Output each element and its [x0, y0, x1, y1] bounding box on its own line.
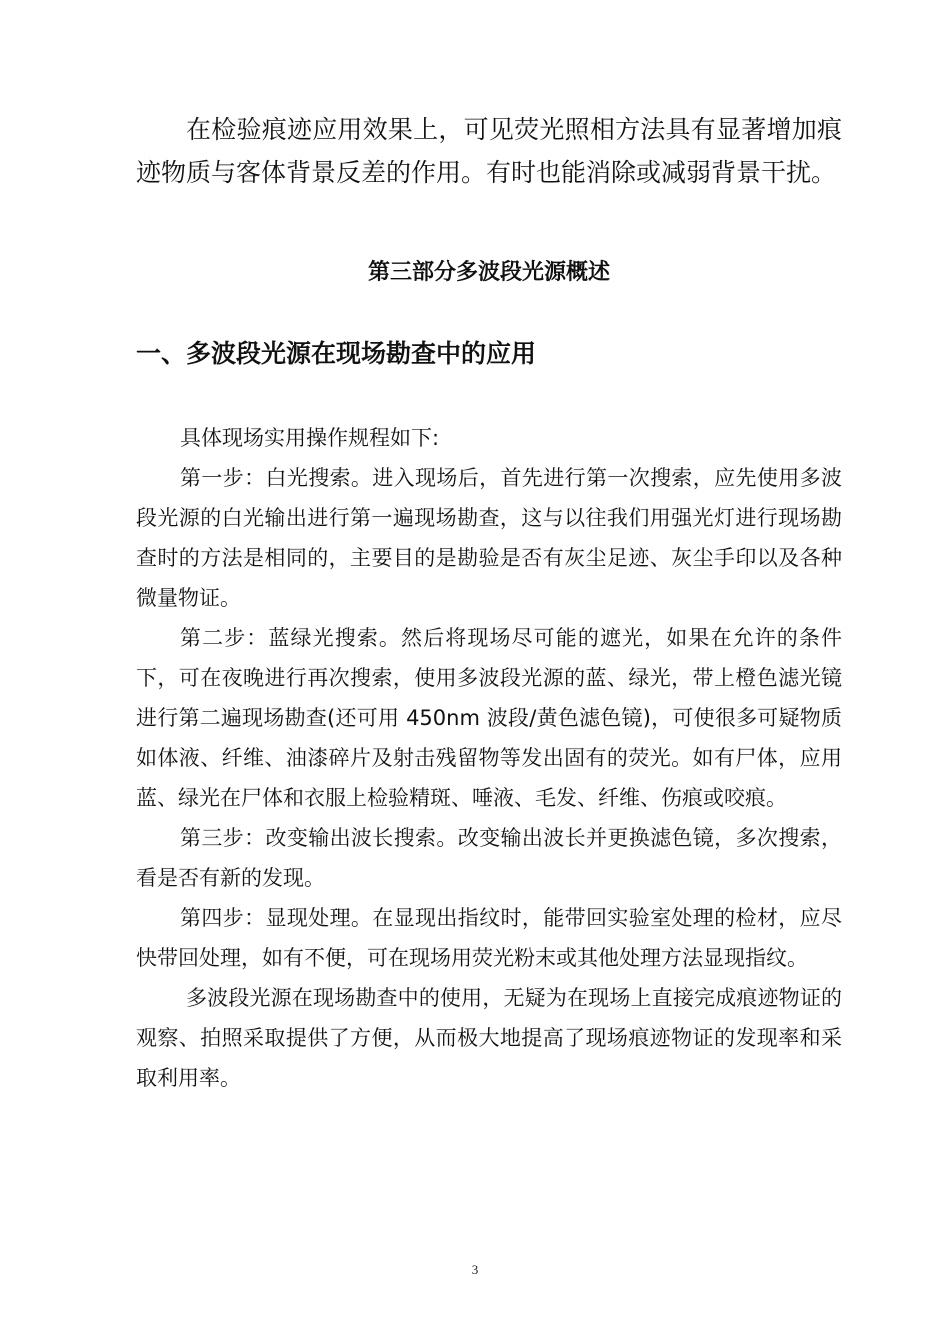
step-four-paragraph: 第四步：显现处理。在显现出指纹时，能带回实验室处理的检材，应尽快带回处理，如有不便，可在现场用荧光粉末或其他处理方法显现指纹。 — [136, 906, 842, 970]
intro-paragraph: 在检验痕迹应用效果上，可见荧光照相方法具有显著增加痕迹物质与客体背景反差的作用。有时也能消除或减弱背景干扰。 — [136, 115, 842, 187]
section-body — [136, 418, 842, 1098]
step-three-paragraph: 第三步：改变输出波长搜索。改变输出波长并更换滤色镜，多次搜索，看是否有新的发现。 — [136, 826, 842, 890]
part-title: 第三部分多波段光源概述 — [367, 260, 610, 285]
procedure-intro: 具体现场实用操作规程如下: — [180, 426, 440, 450]
closing-paragraph: 多波段光源在现场勘查中的使用，无疑为在现场上直接完成痕迹物证的观察、拍照采取提供了方便，从而极大地提高了现场痕迹物证的发现率和采取利用率。 — [136, 986, 842, 1090]
section-heading: 一、多波段光源在现场勘查中的应用 — [136, 339, 537, 368]
page-number: 3 — [471, 1262, 479, 1277]
step-two-paragraph: 第二步：蓝绿光搜索。然后将现场尽可能的遮光，如果在允许的条件下，可在夜晚进行再次搜索，使用多波段光源的蓝、绿光，带上橙色滤光镜进行第二遍现场勘查(还可用 450nm 波段/黄色滤色镜)，可使很多可疑物质如体液、纤维、油漆碎片及射击残留物等发出固有的荧光。如有尸体，应用蓝、绿光在尸体和衣服上检验精斑、唾液、毛发、纤维、伤痕或咬痕。 — [136, 626, 842, 810]
step-one-paragraph: 第一步：白光搜索。进入现场后，首先进行第一次搜索，应先使用多波段光源的白光输出进行第一遍现场勘查，这与以往我们用强光灯进行现场勘查时的方法是相同的，主要目的是勘验是否有灰尘足迹、灰尘手印以及各种微量物证。 — [136, 466, 842, 610]
